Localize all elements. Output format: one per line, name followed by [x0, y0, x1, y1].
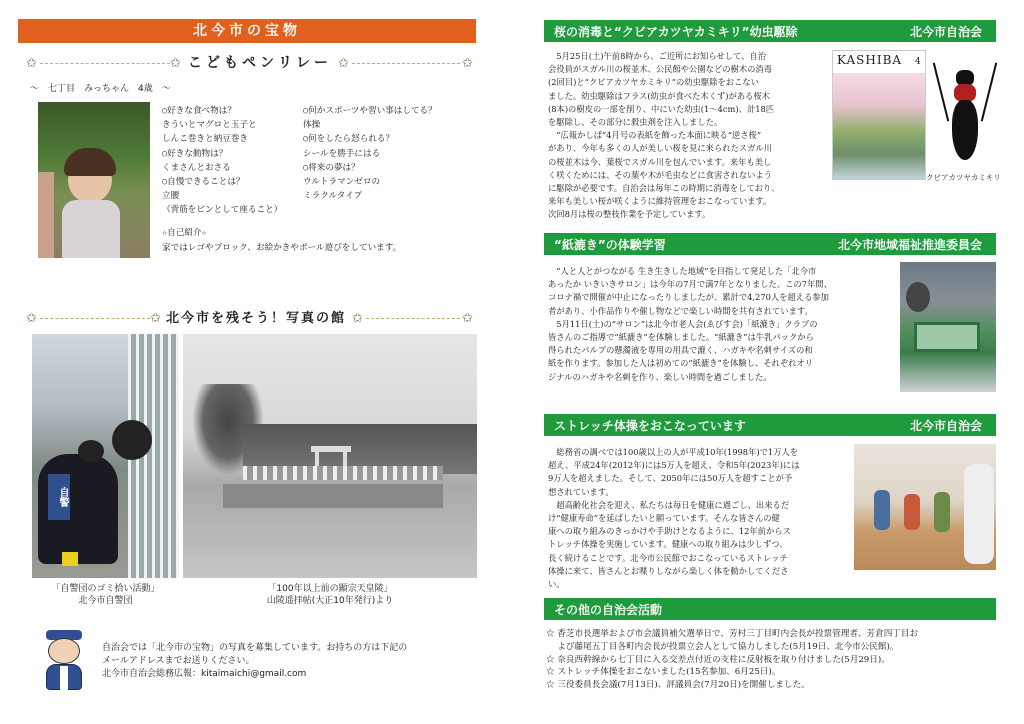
qa-line: ○好きな食べ物は？	[162, 106, 236, 116]
text-line: 超高齢化社会を迎え、私たちは毎日を健康に過ごし、出来るだ	[548, 499, 790, 510]
kashiba-magazine-cover	[832, 50, 926, 180]
divider	[366, 318, 460, 319]
note-line: メールアドレスまでお送りください。	[102, 656, 255, 666]
star-icon: ✩	[352, 311, 363, 326]
qa-line: ○何かスポーツや習い事はしてる？	[303, 106, 437, 116]
paper-article	[548, 265, 894, 384]
sakura-river-photo	[833, 73, 926, 180]
vest-label: 自警	[48, 474, 70, 520]
text-line: コロナ禍で開催が中止になったりしましたが、累計で4,270人を超える参加	[548, 292, 829, 303]
section-header-paper	[544, 233, 996, 255]
qa-line: しんこ巻きと納豆巻き	[162, 134, 248, 145]
text-line: 康への取り組みのきっかけや手助けとなるように、12年前からス	[548, 526, 791, 537]
qa-line: ウルトラマンゼロの	[303, 177, 381, 188]
note-line: 自治会では「北今市の宝物」の写真を募集しています。お持ちの方は下記の	[102, 643, 408, 653]
text-line: 超え、平成24年(2012年)には5万人を超え、令和5年(2023年)には	[548, 460, 800, 471]
text-line: 体操に来て、皆さんとお喋りしながら楽しく体を動かしてくださ	[548, 565, 789, 576]
second-person	[112, 420, 152, 460]
star-icon: ✩	[462, 311, 473, 326]
text-line: に駆除が必要です。自治会は毎年この時期に消毒をしており、	[548, 183, 780, 194]
child-hair	[64, 148, 116, 176]
tomb-caption	[183, 583, 477, 607]
caption-line: 「100年以上前の顯宗天皇陵」	[267, 584, 393, 594]
text-line: があり、今年も多くの人が美しい桜を見に来られたスガル川	[548, 143, 773, 154]
beetle-antenna	[981, 63, 997, 122]
text-line: 次回8月は桜の整枝作業を予定しています。	[548, 209, 711, 220]
text-line: (2回目)と“クビアカツヤカミキリ”の幼虫駆除をおこない	[548, 77, 759, 88]
mascot-face	[48, 638, 80, 664]
text-line: 5月25日(土)午前8時から、ご近所にお知らせして、自治	[548, 51, 767, 61]
text-line: 者があり、小作品作りや催し物などで楽しい時間を共有されています。	[548, 305, 813, 316]
section-header-stretch	[544, 414, 996, 436]
section-header-other	[544, 598, 996, 620]
star-icon: ✩	[26, 311, 37, 326]
list-item: ☆ ストレッチ体操をおこないました(15名参加、6月25日)。	[546, 667, 781, 678]
text-line: 皆さんのご指導で“紙漉き”を体験しました。“紙漉き”は牛乳パックから	[548, 332, 814, 343]
list-item: ☆ 香芝市長選挙および市会議員補欠選挙日で、芳村三丁目町内会長が投票管理者、芳倉四丁目お	[546, 629, 919, 639]
beetle-antenna	[933, 63, 949, 122]
text-line: い。	[548, 579, 565, 590]
magazine-title: KASHIBA	[837, 53, 903, 67]
star-icon: ✩	[26, 56, 37, 71]
caption-line: 「自警団のゴミ拾い活動」	[51, 584, 160, 594]
treasure-banner-title: 北今市の宝物	[193, 23, 301, 39]
text-line: を駆除し、その部分に殺虫剤を注入しました。	[548, 117, 723, 128]
mascot-collar	[60, 666, 68, 690]
text-line: “広報かしば”4月号の表紙を飾った本面に映る“逆さ桜”	[548, 130, 762, 141]
text-line: 得られたパルプの懸濁液を専用の用具で漉く、ハガキや名刺サイズの和	[548, 345, 813, 356]
text-line: 9万人を超えました。そして、2050年には50万人を超すことが予	[548, 473, 793, 484]
qa-line: ミラクルタイプ	[303, 191, 363, 202]
relay-child-name: ～ 七丁目 みっちゃん 4歳 ～	[30, 84, 171, 94]
participant	[904, 494, 920, 530]
text-line: 長く続けることです。北今市公民館でおこなっているストレッチ	[548, 552, 788, 563]
section-org: 北今市自治会	[909, 418, 982, 433]
stone-fence	[243, 466, 443, 480]
child-shirt	[62, 200, 120, 258]
section-header-cherry	[544, 20, 996, 42]
qa-line: 体操	[303, 120, 321, 131]
cleanup-photo	[32, 334, 179, 578]
text-line: の桜並木は今、葉桜でスガル川を包んでいます。来年も美し	[548, 156, 772, 167]
star-icon: ✩	[338, 56, 349, 71]
star-icon: ✩	[150, 311, 161, 326]
star-icon: ✩	[462, 56, 473, 71]
text-line: 総務省の調べでは100歳以上の人が平成10年(1998年)で1万人を	[548, 447, 799, 457]
participant	[964, 464, 994, 564]
shoe	[62, 552, 78, 566]
caption-line: 北今市自警団	[78, 596, 133, 606]
text-line: トレッチ体操を実施しています。健康への取り組みは少しずつ、	[548, 539, 788, 550]
section-title: “紙漉き”の体験学習	[554, 237, 666, 252]
magazine-number: 4	[915, 57, 921, 67]
relay-answers-col2	[303, 104, 437, 203]
adult-arm	[38, 172, 54, 258]
divider	[40, 318, 150, 319]
self-intro-text: 家ではレゴやブロック、お絵かきやボール遊びをしています。	[162, 243, 402, 253]
tomb-photo	[183, 334, 477, 578]
person	[906, 282, 930, 312]
stretch-photo	[854, 444, 996, 570]
section-title: 桜の消毒と“クビアカツヤカミキリ”幼虫駆除	[554, 24, 798, 39]
section-org: 北今市地域福祉推進委員会	[837, 237, 982, 252]
divider	[352, 63, 460, 64]
hedge	[223, 484, 443, 508]
beetle-body	[952, 100, 978, 160]
screen-frame	[914, 322, 980, 352]
beetle-icon	[940, 62, 990, 172]
section-title: ストレッチ体操をおこなっています	[554, 418, 746, 433]
list-item: ☆ 奈良西幹線から七丁目に入る交差点付近の支柱に反射板を取り付けました(5月29日)。	[546, 654, 890, 665]
relay-answers-col1	[162, 104, 282, 218]
text-line: 来年も美しい桜が咲くように維持管理をおこなっています。	[548, 196, 772, 207]
text-line: 想されています。	[548, 486, 614, 497]
text-line: ました。幼虫駆除はフラス(幼虫が食べた木くず)がある桜木	[548, 90, 770, 101]
text-line: ジナルのハガキや名刺を作り、楽しい時間を過ごしました。	[548, 371, 772, 382]
text-line: 紙を作ります。参加した人は初めての“紙漉き”を体験し、それぞれオリ	[548, 358, 814, 369]
text-line: あったか いきいきサロン」は今年の7月で満7年となりました。この7年間、	[548, 279, 832, 290]
beetle-caption: クビアカツヤカミキリ	[926, 173, 1001, 182]
divider	[40, 63, 170, 64]
qa-line: シールを勝手にはる	[303, 148, 381, 159]
photo-section-title: 北今市を残そう！写真の館	[166, 311, 347, 326]
treasure-banner	[18, 19, 476, 43]
qa-line: ○好きな動物は？	[162, 148, 228, 159]
qa-line: 立腰	[162, 191, 180, 202]
qa-line: くまさんとおさる	[162, 162, 231, 173]
text-line: (8本)の樹皮の一部を削り、中にいた幼虫(1～4cm)、計18匹	[548, 103, 775, 114]
stretch-article	[548, 446, 850, 591]
text-line: 5月11日(土)の“サロン”は北今市老人会(ゑびす会)「紙漉き」クラブの	[548, 318, 818, 329]
text-line: “人と人とがつながる 生き生きした地域”を目指して発足した「北今市	[548, 266, 817, 276]
section-org: 北今市自治会	[909, 24, 982, 39]
star-icon: ✩	[170, 56, 181, 71]
other-activities-list	[546, 628, 996, 692]
cap	[78, 440, 104, 462]
text-line: 会役員がスガル川の桜並木、公民館や公園などの樹木の消毒	[548, 64, 773, 75]
section-title: その他の自治会活動	[554, 602, 663, 617]
cleanup-caption	[32, 583, 179, 607]
list-item: ☆ 三役委員長会議(7月13日)、評議員会(7月20日)を開催しました。	[546, 680, 810, 691]
relay-title: こどもペンリレー	[188, 55, 332, 71]
photo-request-note	[102, 642, 407, 681]
self-intro-label: ☆自己紹介☆	[162, 228, 207, 238]
caption-line: 山陵遥拝帖(大正10年発行)より	[266, 596, 394, 606]
text-line: く咲くためには、その葉や木が毛虫などに食害されないよう	[548, 169, 773, 180]
child-photo	[38, 102, 150, 258]
cherry-article	[548, 50, 828, 222]
participant	[934, 492, 950, 532]
paper-making-photo	[900, 262, 996, 392]
contact-email[interactable]: 北今市自治会総務広報：kitaimaichi@gmail.com	[102, 669, 307, 679]
list-item: よび藤尾五丁目各町内会長が投票立会人として協力しました(5月19日、北今市公民館)。	[546, 641, 899, 652]
participant	[874, 490, 890, 530]
text-line: け“健康寿命”を延ばしたいと願っています。そんな皆さんの健	[548, 513, 780, 524]
qa-line: きういとマグロと玉子と	[162, 120, 257, 131]
qa-line: ○自慢できることは？	[162, 177, 245, 188]
qa-line: ○将来の夢は？	[303, 162, 360, 173]
mascot-icon	[40, 630, 88, 692]
qa-line: （背筋をピンとして座ること）	[162, 205, 283, 216]
qa-line: ○何をしたら怒られる？	[303, 134, 395, 145]
